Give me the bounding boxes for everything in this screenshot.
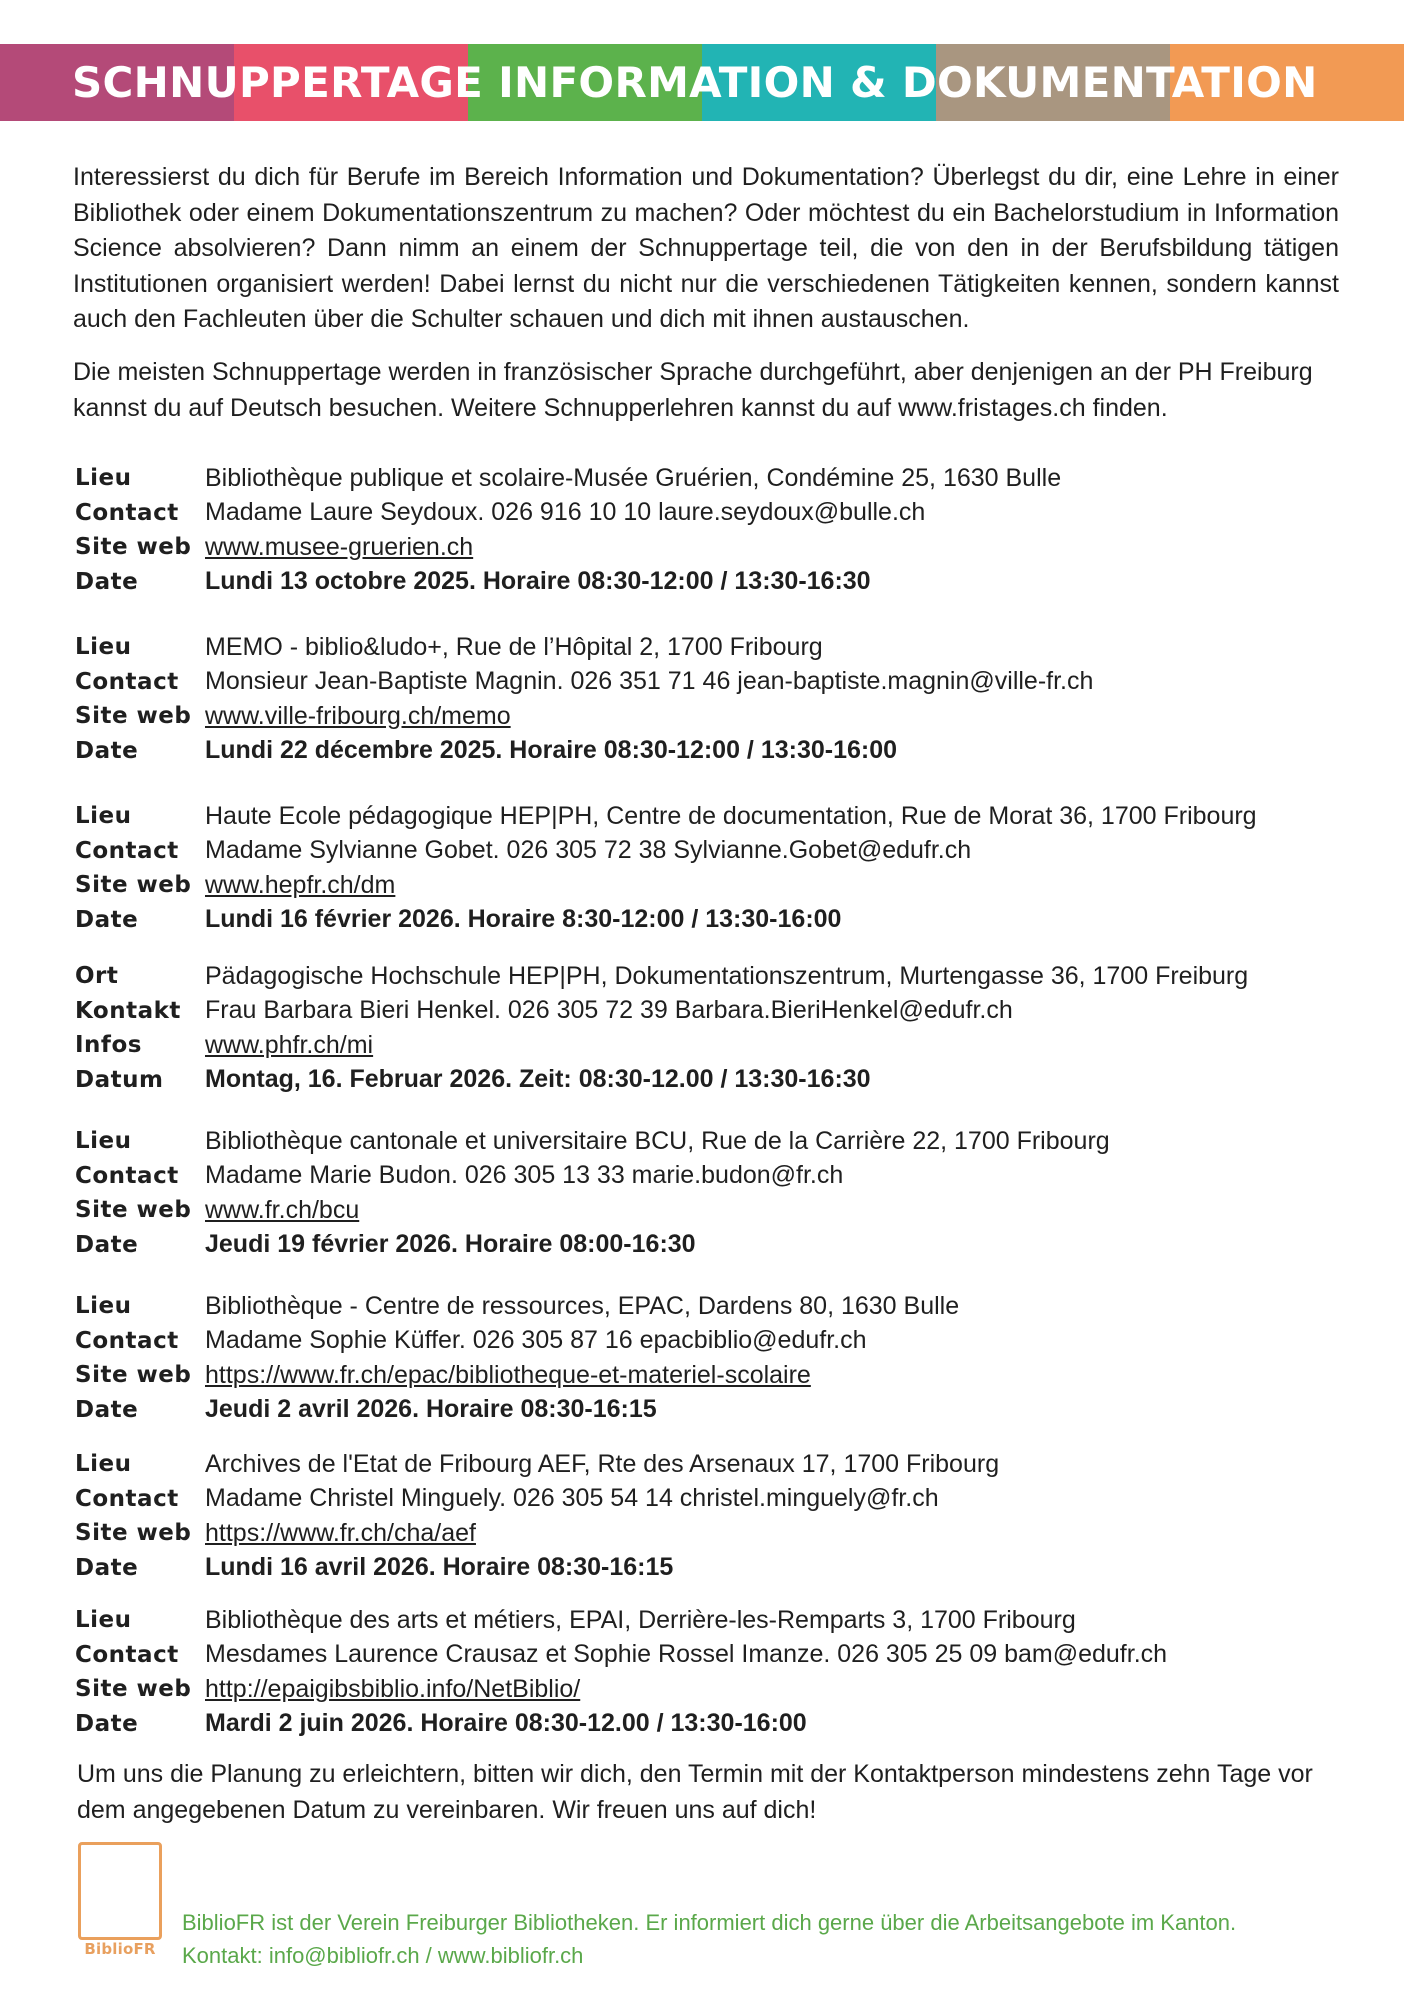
contact-label: Contact [75,499,179,526]
footer-line-contact[interactable]: Kontakt: info@bibliofr.ch / www.bibliofr.ch [182,1943,584,1968]
website-label: Site web [75,1362,192,1389]
place-value: Bibliothèque cantonale et universitaire BCU, Rue de la Carrière 22, 1700 Fribourg [205,1126,1110,1155]
contact-label: Contact [75,1485,179,1512]
schnuppertag-entry [75,1289,1375,1427]
website-label: Site web [75,534,192,561]
contact-value: Madame Sophie Küffer. 026 305 87 16 epacbiblio@edufr.ch [205,1326,867,1355]
bibliofr-logo [74,1842,166,1960]
date-value: Jeudi 2 avril 2026. Horaire 08:30-16:15 [205,1395,657,1424]
contact-label: Contact [75,837,179,864]
place-label: Lieu [75,1128,132,1155]
date-value: Lundi 13 octobre 2025. Horaire 08:30-12:00 / 13:30-16:30 [205,567,871,596]
date-label: Date [75,1231,139,1258]
place-value: Archives de l'Etat de Fribourg AEF, Rte des Arsenaux 17, 1700 Fribourg [205,1449,1000,1478]
contact-value: Mesdames Laurence Crausaz et Sophie Rossel Imanze. 026 305 25 09 bam@edufr.ch [205,1640,1168,1669]
website-label: Site web [75,1197,192,1224]
schnuppertag-entry [75,799,1375,937]
date-label: Date [75,737,139,764]
date-value: Lundi 16 avril 2026. Horaire 08:30-16:15 [205,1553,674,1582]
schnuppertag-entry [75,1447,1375,1585]
schnuppertag-entry [75,461,1375,599]
contact-label: Contact [75,668,179,695]
website-link[interactable]: www.musee-gruerien.ch [205,532,474,561]
website-link[interactable]: https://www.fr.ch/epac/bibliotheque-et-materiel-scolaire [205,1360,811,1389]
date-label: Date [75,568,139,595]
contact-value: Frau Barbara Bieri Henkel. 026 305 72 39 Barbara.BieriHenkel@edufr.ch [205,996,1013,1025]
contact-value: Madame Marie Budon. 026 305 13 33 marie.budon@fr.ch [205,1161,844,1190]
closing-paragraph: Um uns die Planung zu erleichtern, bitten wir dich, den Termin mit der Kontaktperson mindestens zehn Tage vor dem angegebenen Datum zu vereinbaren. Wir freuen uns auf dich! [77,1760,1313,1824]
intro-paragraph: Interessierst du dich für Berufe im Bereich Information und Dokumentation? Überlegst du dir, eine Lehre in einer Bibliothek oder einem Dokumentationszentrum zu machen? Oder möchtest du ein Bachelorstudium in Information Science absolvieren? Dann nimm an einem der Schnuppertage teil, die von den in der Berufsbildung tätigen Institutionen organisiert werden! Dabei lernst du nicht nur die verschiedenen Tätigkeiten kennen, sondern kannst auch den Fachleuten über die Schulter schauen und dich mit ihnen austauschen. [73,163,1339,333]
place-value: Haute Ecole pédagogique HEP|PH, Centre de documentation, Rue de Morat 36, 1700 Fribourg [205,801,1257,830]
website-link[interactable]: www.fr.ch/bcu [205,1195,360,1224]
logo-frame [78,1842,162,1940]
place-value: Bibliothèque des arts et métiers, EPAI, Derrière-les-Remparts 3, 1700 Fribourg [205,1605,1076,1634]
contact-label: Kontakt [75,997,181,1024]
place-label: Lieu [75,465,132,492]
schnuppertag-entry [75,1603,1375,1741]
website-label: Site web [75,872,192,899]
footer-info [182,1906,1352,1972]
date-label: Date [75,1396,139,1423]
website-link[interactable]: www.phfr.ch/mi [205,1030,374,1059]
date-label: Datum [75,1066,164,1093]
place-label: Ort [75,963,119,990]
website-link[interactable]: www.ville-fribourg.ch/memo [205,701,511,730]
contact-label: Contact [75,1641,179,1668]
place-label: Lieu [75,1607,132,1634]
contact-label: Contact [75,1327,179,1354]
logo-wordmark: BiblioFR [84,1940,156,1958]
date-value: Montag, 16. Februar 2026. Zeit: 08:30-12.00 / 13:30-16:30 [205,1065,871,1094]
website-label: Site web [75,1676,192,1703]
schnuppertag-entry [75,630,1375,768]
place-label: Lieu [75,1293,132,1320]
date-label: Date [75,906,139,933]
schnuppertag-entry [75,1124,1375,1262]
website-label: Site web [75,703,192,730]
date-value: Mardi 2 juin 2026. Horaire 08:30-12.00 / 13:30-16:00 [205,1709,807,1738]
schnuppertag-entry-german [75,959,1375,1097]
website-label: Site web [75,1520,192,1547]
website-link[interactable]: https://www.fr.ch/cha/aef [205,1518,476,1547]
date-label: Date [75,1710,139,1737]
intro-paragraph-language: Die meisten Schnuppertage werden in französischer Sprache durchgeführt, aber denjenigen an der PH Freiburg kannst du auf Deutsch besuchen. Weitere Schnupperlehren kannst du auf www.fristages.ch finden. [73,358,1313,422]
place-value: Bibliothèque - Centre de ressources, EPAC, Dardens 80, 1630 Bulle [205,1291,960,1320]
date-value: Lundi 22 décembre 2025. Horaire 08:30-12:00 / 13:30-16:00 [205,736,898,765]
website-link[interactable]: http://epaigibsbiblio.info/NetBiblio/ [205,1674,581,1703]
date-value: Jeudi 19 février 2026. Horaire 08:00-16:30 [205,1230,696,1259]
contact-value: Madame Christel Minguely. 026 305 54 14 christel.minguely@fr.ch [205,1484,939,1513]
date-value: Lundi 16 février 2026. Horaire 8:30-12:00 / 13:30-16:00 [205,905,842,934]
place-value: MEMO - biblio&ludo+, Rue de l’Hôpital 2, 1700 Fribourg [205,632,823,661]
place-label: Lieu [75,803,132,830]
contact-value: Madame Sylvianne Gobet. 026 305 72 38 Sylvianne.Gobet@edufr.ch [205,836,972,865]
contact-value: Madame Laure Seydoux. 026 916 10 10 laure.seydoux@bulle.ch [205,498,926,527]
website-link[interactable]: www.hepfr.ch/dm [205,870,396,899]
place-value: Bibliothèque publique et scolaire-Musée Gruérien, Condémine 25, 1630 Bulle [205,463,1062,492]
place-value: Pädagogische Hochschule HEP|PH, Dokumentationszentrum, Murtengasse 36, 1700 Freiburg [205,961,1249,990]
place-label: Lieu [75,1451,132,1478]
place-label: Lieu [75,634,132,661]
date-label: Date [75,1554,139,1581]
contact-label: Contact [75,1162,179,1189]
page-title: SCHNUPPERTAGE INFORMATION & DOKUMENTATION [72,58,1318,107]
website-label: Infos [75,1032,142,1059]
footer-line-association: BiblioFR ist der Verein Freiburger Bibliotheken. Er informiert dich gerne über die Arbeitsangebote im Kanton. [182,1910,1237,1935]
contact-value: Monsieur Jean-Baptiste Magnin. 026 351 71 46 jean-baptiste.magnin@ville-fr.ch [205,667,1094,696]
